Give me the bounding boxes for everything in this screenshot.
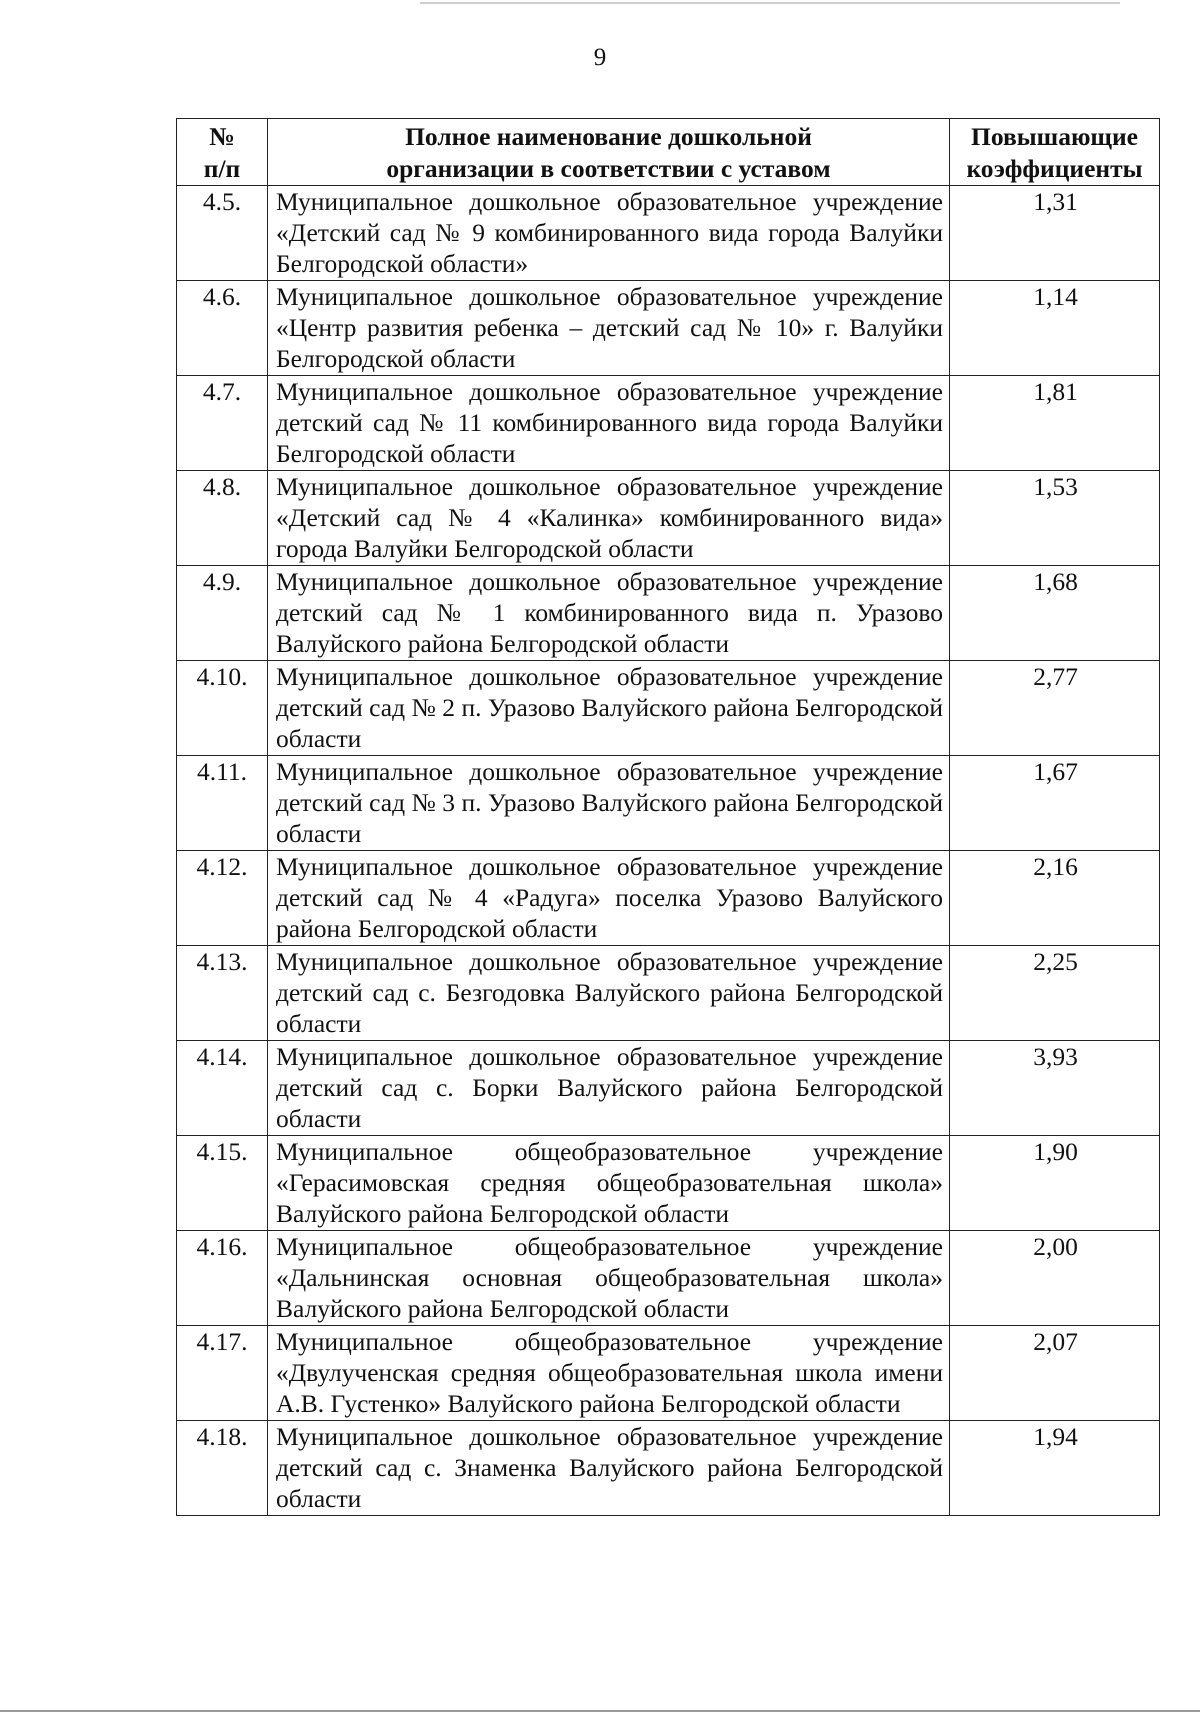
organization-name: Муниципальное дошкольное образовательное учреждение «Детский сад № 4 «Калинка» комбинированного вида» города Валуйки Белгородской области bbox=[268, 471, 950, 566]
header-name-line2: организации в соответствии с уставом bbox=[386, 154, 831, 183]
table-row bbox=[177, 376, 1160, 471]
table-row bbox=[177, 946, 1160, 1041]
table-row bbox=[177, 1231, 1160, 1326]
header-num bbox=[177, 119, 268, 186]
coefficient-value: 1,14 bbox=[950, 281, 1160, 376]
row-number: 4.10. bbox=[177, 661, 268, 756]
table-row bbox=[177, 851, 1160, 946]
coefficient-value: 2,25 bbox=[950, 946, 1160, 1041]
organization-name: Муниципальное дошкольное образовательное учреждение «Центр развития ребенка – детский сад № 10» г. Валуйки Белгородской области bbox=[268, 281, 950, 376]
header-num-line2: п/п bbox=[203, 154, 241, 183]
row-number: 4.9. bbox=[177, 566, 268, 661]
scan-top-edge bbox=[420, 2, 1120, 4]
row-number: 4.5. bbox=[177, 186, 268, 281]
table-row bbox=[177, 1421, 1160, 1516]
row-number: 4.16. bbox=[177, 1231, 268, 1326]
header-coef-line1: Повышающие bbox=[971, 122, 1138, 151]
header-coef bbox=[950, 119, 1160, 186]
scan-bottom-edge bbox=[0, 1710, 1200, 1712]
coefficient-value: 2,16 bbox=[950, 851, 1160, 946]
organization-name: Муниципальное дошкольное образовательное учреждение детский сад № 11 комбинированного вида города Валуйки Белгородской области bbox=[268, 376, 950, 471]
row-number: 4.14. bbox=[177, 1041, 268, 1136]
organization-name: Муниципальное дошкольное образовательное учреждение детский сад с. Борки Валуйского района Белгородской области bbox=[268, 1041, 950, 1136]
table-row bbox=[177, 186, 1160, 281]
coefficient-value: 1,67 bbox=[950, 756, 1160, 851]
row-number: 4.8. bbox=[177, 471, 268, 566]
coefficient-value: 2,77 bbox=[950, 661, 1160, 756]
row-number: 4.11. bbox=[177, 756, 268, 851]
organization-name: Муниципальное общеобразовательное учреждение «Дальнинская основная общеобразовательная школа» Валуйского района Белгородской области bbox=[268, 1231, 950, 1326]
table-row bbox=[177, 1136, 1160, 1231]
organization-name: Муниципальное дошкольное образовательное учреждение детский сад № 4 «Радуга» поселка Уразово Валуйского района Белгородской области bbox=[268, 851, 950, 946]
table-header-row bbox=[177, 119, 1160, 186]
organization-name: Муниципальное дошкольное образовательное учреждение детский сад № 1 комбинированного вида п. Уразово Валуйского района Белгородской области bbox=[268, 566, 950, 661]
row-number: 4.13. bbox=[177, 946, 268, 1041]
organization-name: Муниципальное дошкольное образовательное учреждение детский сад № 3 п. Уразово Валуйского района Белгородской области bbox=[268, 756, 950, 851]
row-number: 4.7. bbox=[177, 376, 268, 471]
organization-name: Муниципальное дошкольное образовательное учреждение детский сад с. Безгодовка Валуйского района Белгородской области bbox=[268, 946, 950, 1041]
table-row bbox=[177, 1326, 1160, 1421]
page-number: 9 bbox=[593, 44, 607, 71]
header-num-line1: № bbox=[209, 122, 235, 151]
row-number: 4.15. bbox=[177, 1136, 268, 1231]
table-row bbox=[177, 281, 1160, 376]
coefficient-value: 2,00 bbox=[950, 1231, 1160, 1326]
table-row bbox=[177, 1041, 1160, 1136]
organization-name: Муниципальное дошкольное образовательное учреждение «Детский сад № 9 комбинированного вида города Валуйки Белгородской области» bbox=[268, 186, 950, 281]
coefficient-value: 1,81 bbox=[950, 376, 1160, 471]
organization-name: Муниципальное дошкольное образовательное учреждение детский сад № 2 п. Уразово Валуйского района Белгородской области bbox=[268, 661, 950, 756]
coefficient-value: 3,93 bbox=[950, 1041, 1160, 1136]
row-number: 4.6. bbox=[177, 281, 268, 376]
row-number: 4.18. bbox=[177, 1421, 268, 1516]
row-number: 4.12. bbox=[177, 851, 268, 946]
table-row bbox=[177, 566, 1160, 661]
coefficients-table bbox=[176, 118, 1160, 1516]
organization-name: Муниципальное общеобразовательное учреждение «Двулученская средняя общеобразовательная школа имени А.В. Густенко» Валуйского района Белгородской области bbox=[268, 1326, 950, 1421]
row-number: 4.17. bbox=[177, 1326, 268, 1421]
coefficient-value: 2,07 bbox=[950, 1326, 1160, 1421]
table-row bbox=[177, 471, 1160, 566]
header-name bbox=[268, 119, 950, 186]
table-row bbox=[177, 661, 1160, 756]
coefficient-value: 1,94 bbox=[950, 1421, 1160, 1516]
coefficient-value: 1,68 bbox=[950, 566, 1160, 661]
coefficient-value: 1,53 bbox=[950, 471, 1160, 566]
coefficient-value: 1,31 bbox=[950, 186, 1160, 281]
table-row bbox=[177, 756, 1160, 851]
header-name-line1: Полное наименование дошкольной bbox=[405, 122, 812, 151]
organization-name: Муниципальное общеобразовательное учреждение «Герасимовская средняя общеобразовательная школа» Валуйского района Белгородской области bbox=[268, 1136, 950, 1231]
organization-name: Муниципальное дошкольное образовательное учреждение детский сад с. Знаменка Валуйского района Белгородской области bbox=[268, 1421, 950, 1516]
header-coef-line2: коэффициенты bbox=[966, 154, 1143, 183]
coefficient-value: 1,90 bbox=[950, 1136, 1160, 1231]
